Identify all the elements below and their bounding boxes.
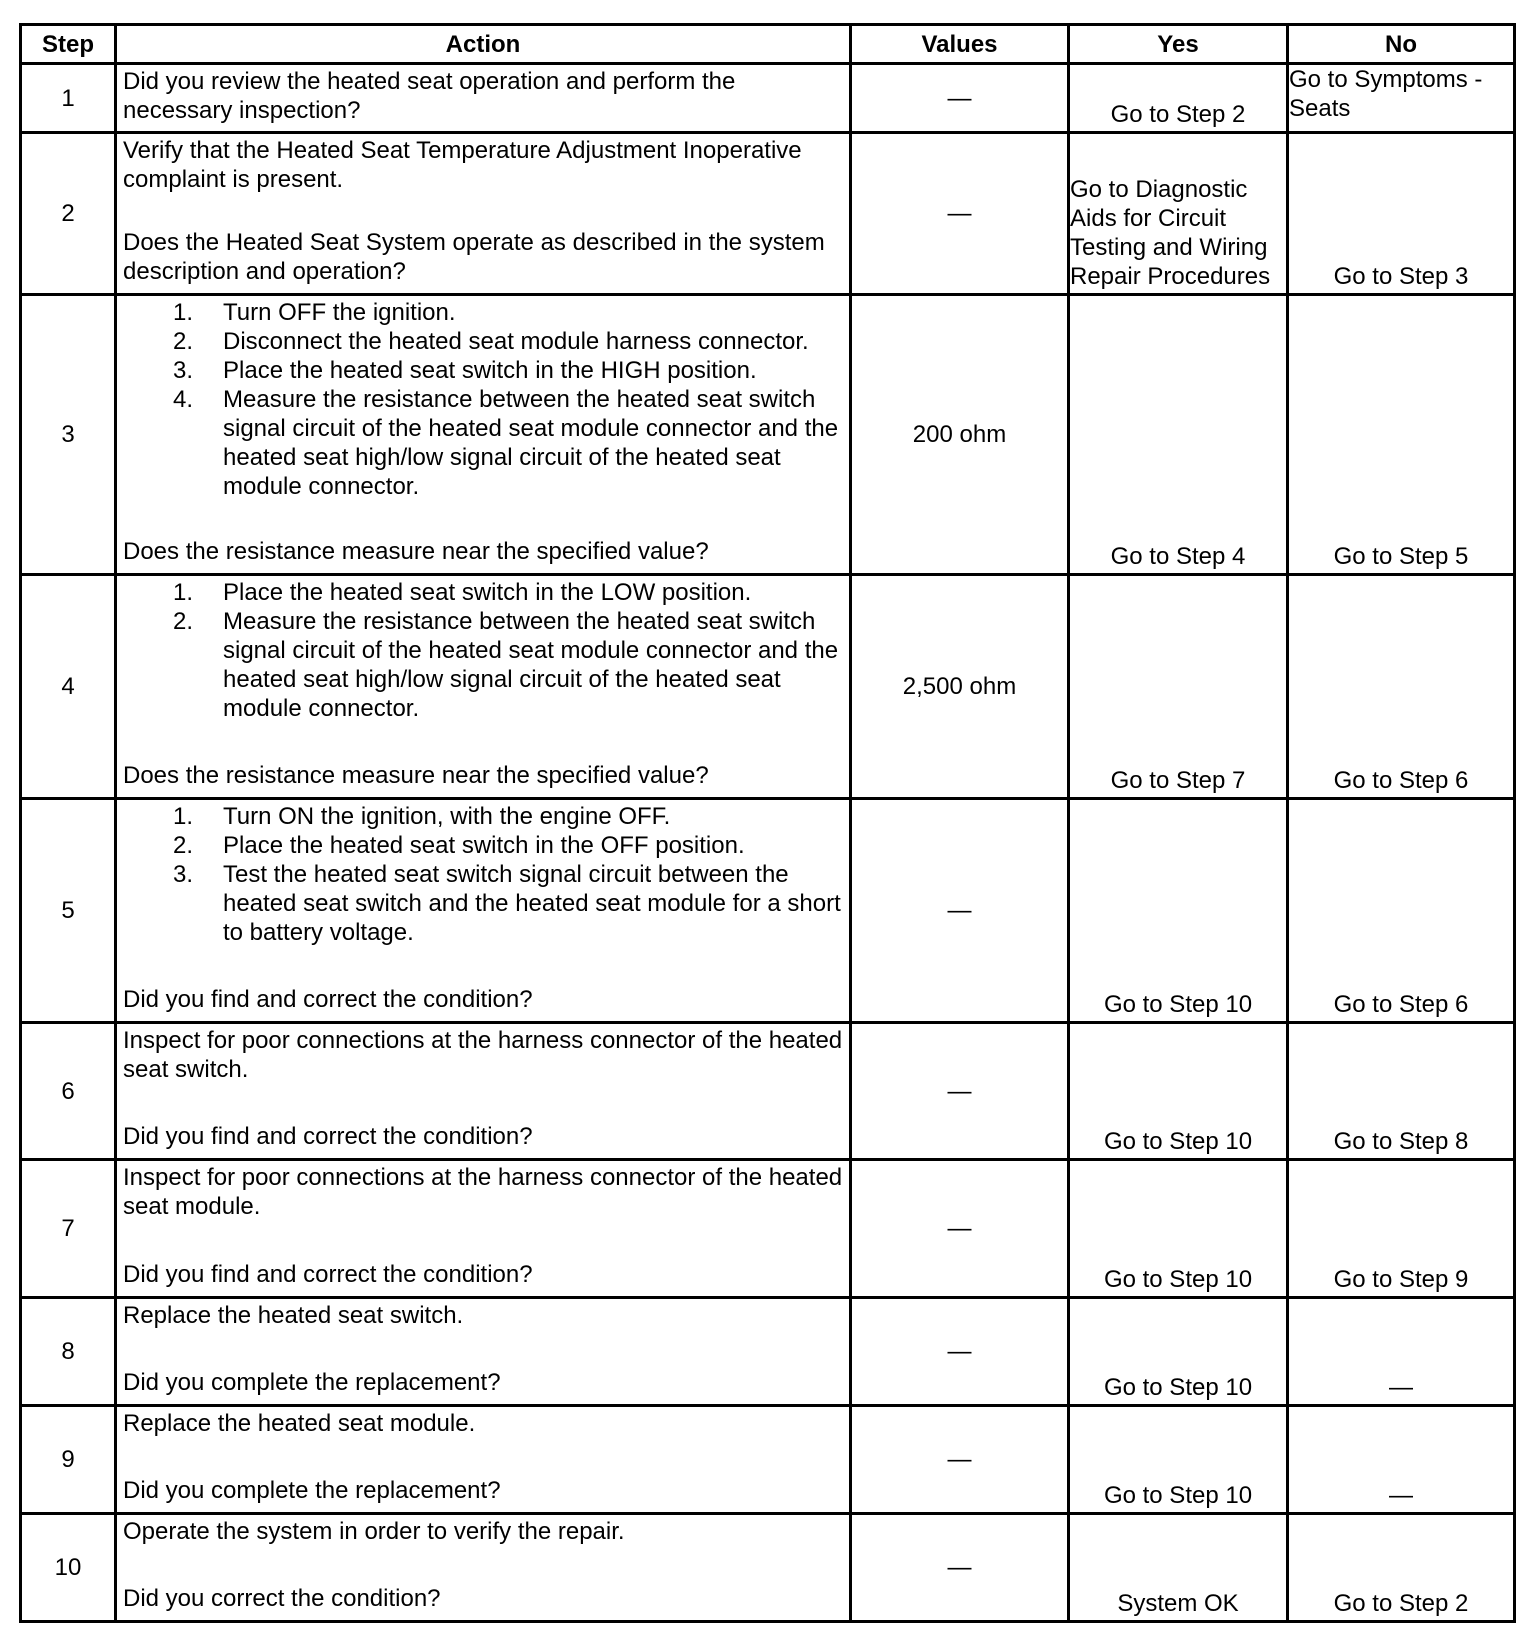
step-number: 1: [21, 64, 116, 133]
list-item: [123, 356, 843, 385]
no-text: —: [1389, 1374, 1413, 1401]
list-item: [123, 860, 843, 947]
action-cell: [116, 295, 851, 575]
action-cell: [116, 1023, 851, 1160]
yes-cell: [1069, 799, 1288, 1023]
substep-list: [123, 578, 843, 723]
list-item: [123, 802, 843, 831]
step-number: 10: [21, 1514, 116, 1622]
yes-cell: [1069, 575, 1288, 799]
action-cell: [116, 133, 851, 295]
action-text: Did you review the heated seat operation and perform the necessary inspection?: [123, 68, 736, 124]
substep-number: 3.: [172, 861, 193, 888]
yes-cell: [1069, 133, 1288, 295]
action-cell: [116, 1406, 851, 1514]
action-text: Operate the system in order to verify the repair.: [123, 1518, 625, 1545]
yes-cell: [1069, 1406, 1288, 1514]
table-row: [21, 64, 1515, 133]
yes-text: System OK: [1117, 1590, 1239, 1617]
list-item: [123, 327, 843, 356]
table-row: [21, 575, 1515, 799]
action-cell: [116, 1160, 851, 1298]
list-item: [123, 385, 843, 501]
action-question: Did you find and correct the condition?: [123, 986, 533, 1013]
no-cell: [1288, 133, 1515, 295]
substep-number: 1.: [172, 579, 193, 606]
step-number: 4: [21, 575, 116, 799]
substep-text: Turn OFF the ignition.: [223, 299, 456, 326]
table-row: [21, 799, 1515, 1023]
list-item: [123, 831, 843, 860]
substep-number: 2.: [172, 328, 193, 355]
yes-text: Go to Step 10: [1103, 991, 1253, 1018]
substep-text: Place the heated seat switch in the OFF position.: [223, 832, 745, 859]
no-text: Go to Step 6: [1333, 991, 1469, 1018]
no-text: Go to Step 9: [1333, 1266, 1469, 1293]
step-number: 6: [21, 1023, 116, 1160]
list-item: [123, 607, 843, 723]
yes-text: Go to Step 10: [1103, 1128, 1253, 1155]
step-number: 5: [21, 799, 116, 1023]
yes-cell: [1069, 1514, 1288, 1622]
step-number: 8: [21, 1298, 116, 1406]
substep-text: Test the heated seat switch signal circuit between the heated seat switch and the heated seat module for a short to battery voltage.: [223, 861, 841, 946]
substep-text: Place the heated seat switch in the LOW position.: [223, 579, 752, 606]
table-row: [21, 1160, 1515, 1298]
substep-number: 4.: [172, 386, 193, 413]
table-row: [21, 133, 1515, 295]
header-step: Step: [21, 25, 116, 64]
step-number: 7: [21, 1160, 116, 1298]
substep-list: [123, 298, 843, 501]
header-yes: Yes: [1069, 25, 1288, 64]
action-cell: [116, 64, 851, 133]
value-cell: —: [851, 1298, 1069, 1406]
action-text: Inspect for poor connections at the harness connector of the heated seat switch.: [123, 1027, 843, 1083]
header-no: No: [1288, 25, 1515, 64]
step-number: 3: [21, 295, 116, 575]
no-cell: [1288, 1160, 1515, 1298]
substep-text: Disconnect the heated seat module harness connector.: [223, 328, 809, 355]
no-text: Go to Step 8: [1333, 1128, 1469, 1155]
no-cell: [1288, 1406, 1515, 1514]
action-question: Does the Heated Seat System operate as described in the system description and operation?: [123, 229, 825, 285]
action-text: Verify that the Heated Seat Temperature Adjustment Inoperative complaint is present.: [123, 137, 802, 193]
substep-number: 2.: [172, 608, 193, 635]
action-question: Did you complete the replacement?: [123, 1477, 501, 1504]
no-text: Go to Symptoms - Seats: [1289, 66, 1483, 122]
value-cell: —: [851, 133, 1069, 295]
step-number: 2: [21, 133, 116, 295]
no-text: Go to Step 2: [1333, 1590, 1469, 1617]
value-cell: —: [851, 1160, 1069, 1298]
table-row: [21, 1406, 1515, 1514]
no-cell: [1288, 1298, 1515, 1406]
list-item: [123, 578, 843, 607]
no-cell: [1288, 575, 1515, 799]
header-action: Action: [116, 25, 851, 64]
yes-text: Go to Step 10: [1103, 1374, 1253, 1401]
substep-number: 1.: [172, 803, 193, 830]
header-row: [21, 25, 1515, 64]
yes-cell: [1069, 1160, 1288, 1298]
action-text: Replace the heated seat module.: [123, 1410, 476, 1437]
substep-text: Place the heated seat switch in the HIGH position.: [223, 357, 757, 384]
substep-text: Turn ON the ignition, with the engine OFF.: [223, 803, 671, 830]
yes-cell: [1069, 295, 1288, 575]
substep-text: Measure the resistance between the heated seat switch signal circuit of the heated seat module connector and the heated seat high/low signal circuit of the heated seat module connector.: [223, 608, 839, 722]
header-values: Values: [851, 25, 1069, 64]
yes-text: Go to Step 4: [1110, 543, 1246, 570]
yes-text: Go to Step 10: [1103, 1482, 1253, 1509]
step-number: 9: [21, 1406, 116, 1514]
action-question: Did you find and correct the condition?: [123, 1261, 533, 1288]
yes-text: Go to Step 10: [1103, 1266, 1253, 1293]
substep-number: 1.: [172, 299, 193, 326]
no-cell: [1288, 1023, 1515, 1160]
action-cell: [116, 1298, 851, 1406]
diagnostic-table: [19, 23, 1516, 1623]
value-cell: —: [851, 1023, 1069, 1160]
table-row: [21, 1298, 1515, 1406]
table-row: [21, 295, 1515, 575]
list-item: [123, 298, 843, 327]
action-question: Did you complete the replacement?: [123, 1369, 501, 1396]
table-row: [21, 1023, 1515, 1160]
yes-text: Go to Step 2: [1110, 101, 1246, 128]
action-text: Inspect for poor connections at the harness connector of the heated seat module.: [123, 1164, 843, 1220]
table-row: [21, 1514, 1515, 1622]
yes-cell: [1069, 1298, 1288, 1406]
substep-number: 2.: [172, 832, 193, 859]
no-text: Go to Step 5: [1333, 543, 1469, 570]
no-text: Go to Step 3: [1333, 263, 1469, 290]
no-cell: [1288, 799, 1515, 1023]
yes-cell: [1069, 1023, 1288, 1160]
substep-text: Measure the resistance between the heated seat switch signal circuit of the heated seat module connector and the heated seat high/low signal circuit of the heated seat module connector.: [223, 386, 839, 500]
value-cell: 2,500 ohm: [851, 575, 1069, 799]
yes-text: Go to Step 7: [1110, 767, 1246, 794]
action-cell: [116, 1514, 851, 1622]
yes-text: Go to Diagnostic Aids for Circuit Testing and Wiring Repair Procedures: [1070, 176, 1271, 290]
substep-number: 3.: [172, 357, 193, 384]
no-text: Go to Step 6: [1333, 767, 1469, 794]
no-cell: [1288, 64, 1515, 133]
action-text: Replace the heated seat switch.: [123, 1302, 464, 1329]
no-cell: [1288, 295, 1515, 575]
value-cell: —: [851, 1406, 1069, 1514]
action-cell: [116, 799, 851, 1023]
action-question: Did you find and correct the condition?: [123, 1123, 533, 1150]
no-cell: [1288, 1514, 1515, 1622]
no-text: —: [1389, 1482, 1413, 1509]
value-cell: —: [851, 799, 1069, 1023]
yes-cell: [1069, 64, 1288, 133]
action-question: Does the resistance measure near the specified value?: [123, 762, 709, 789]
action-cell: [116, 575, 851, 799]
value-cell: —: [851, 1514, 1069, 1622]
action-question: Did you correct the condition?: [123, 1585, 441, 1612]
substep-list: [123, 802, 843, 947]
value-cell: —: [851, 64, 1069, 133]
value-cell: 200 ohm: [851, 295, 1069, 575]
action-question: Does the resistance measure near the specified value?: [123, 538, 709, 565]
